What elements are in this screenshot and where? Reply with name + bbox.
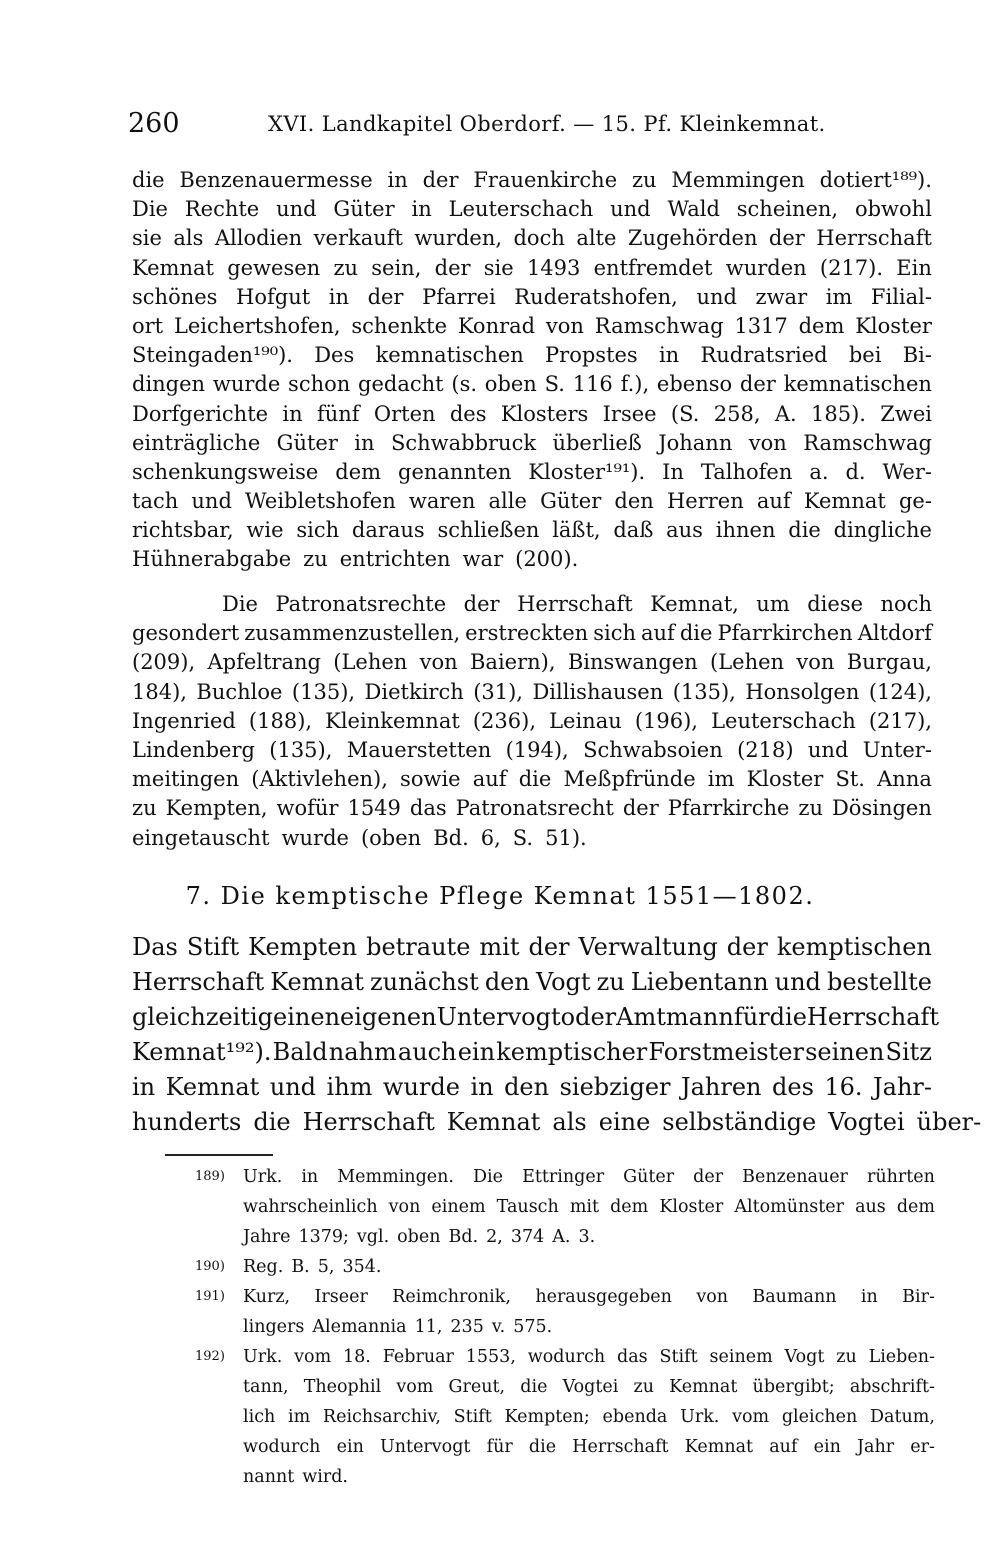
footnote-line (195, 1282, 935, 1312)
text-line: zu Kempten, wofür 1549 das Patronatsrecht der Pfarrkirche zu Dösingen (132, 796, 932, 821)
footnote-marker: 189) (195, 1169, 225, 1184)
text-line: schönes Hofgut in der Pfarrei Ruderatshofen, und zwar im Filial- (132, 284, 932, 309)
text-line: Kemnat¹⁹²). Bald nahm auch ein kemptischer Forstmeister seinen Sitz (132, 1038, 932, 1066)
text-line: eingetauscht wurde (oben Bd. 6, S. 51). (132, 825, 587, 850)
footnote-line (195, 1312, 935, 1342)
footnote-text: lich im Reichsarchiv, Stift Kempten; ebenda Urk. vom gleichen Datum, (243, 1407, 935, 1427)
text-line: Ingenried (188), Kleinkemnat (236), Leinau (196), Leuterschach (217), (132, 708, 932, 733)
text-line: meitingen (Aktivlehen), sowie auf die Meßpfründe im Kloster St. Anna (132, 767, 932, 792)
text-line: tach und Weibletshofen waren alle Güter den Herren auf Kemnat ge- (132, 489, 932, 514)
footnote-line (195, 1432, 935, 1462)
text-line: sie als Allodien verkauft wurden, doch alte Zugehörden der Herrschaft (132, 226, 932, 251)
text-line: Steingaden¹⁹⁰). Des kemnatischen Propstes in Rudratsried bei Bi- (132, 343, 932, 368)
page-number: 260 (128, 108, 180, 139)
text-line: Hühnerabgabe zu entrichten war (200). (132, 547, 579, 572)
footnote-marker: 192) (195, 1349, 225, 1364)
paragraph-3 (132, 930, 982, 1140)
section-heading: 7. Die kemptische Pflege Kemnat 1551—1802. (185, 882, 815, 910)
footnote-marker: 190) (195, 1259, 225, 1274)
text-line: Die Patronatsrechte der Herrschaft Kemnat, um diese noch (222, 592, 932, 616)
text-line: Lindenberg (135), Mauerstetten (194), Schwabsoien (218) und Unter- (132, 737, 932, 762)
text-line: Kemnat gewesen zu sein, der sie 1493 entfremdet wurden (217). Ein (132, 255, 932, 280)
footnote-text: lingers Alemannia 11, 235 v. 575. (243, 1317, 553, 1337)
footnote (195, 1282, 935, 1342)
footnote-marker: 191) (195, 1289, 225, 1304)
footnote-text: tann, Theophil vom Greut, die Vogtei zu Kemnat übergibt; abschrift- (243, 1377, 935, 1397)
paragraph-2 (132, 590, 932, 853)
text-line: Die Rechte und Güter in Leuterschach und Wald scheinen, obwohl (132, 197, 932, 222)
page-header (128, 108, 938, 148)
running-head: XVI. Landkapitel Oberdorf. — 15. Pf. Kleinkemnat. (268, 112, 826, 136)
text-line: Das Stift Kempten betraute mit der Verwaltung der kemptischen (132, 933, 932, 961)
footnote-line (195, 1372, 935, 1402)
footnote (195, 1162, 935, 1252)
footnote-text: wahrscheinlich von einem Tausch mit dem Kloster Altomünster aus dem (243, 1197, 935, 1217)
text-line: Herrschaft Kemnat zunächst den Vogt zu Liebentann und bestellte (132, 968, 932, 996)
footnote-line (195, 1192, 935, 1222)
footnote (195, 1252, 935, 1282)
text-line: einträgliche Güter in Schwabbruck überließ Johann von Ramschwag (132, 430, 932, 455)
footnote-text: Reg. B. 5, 354. (243, 1257, 382, 1277)
paragraph-1 (132, 166, 932, 575)
text-line: ort Leichertshofen, schenkte Konrad von Ramschwag 1317 dem Kloster (132, 313, 932, 338)
text-line: schenkungsweise dem genannten Kloster¹⁹¹). In Talhofen a. d. Wer- (132, 459, 932, 484)
footnote-text: Urk. in Memmingen. Die Ettringer Güter der Benzenauer rührten (243, 1167, 935, 1187)
footnote-text: wodurch ein Untervogt für die Herrschaft Kemnat auf ein Jahr er- (243, 1437, 935, 1457)
footnote-line (195, 1162, 935, 1192)
text-line: gesondert zusammenzustellen, erstreckten sich auf die Pfarrkirchen Altdorf (132, 621, 932, 646)
footnote-text: Kurz, Irseer Reimchronik, herausgegeben von Baumann in Bir- (243, 1287, 935, 1307)
footnote (195, 1342, 935, 1492)
footnote-line (195, 1342, 935, 1372)
footnote-line (195, 1222, 935, 1252)
footnotes (195, 1162, 935, 1492)
footnote-text: nannt wird. (243, 1467, 348, 1487)
footnote-line (195, 1462, 935, 1492)
text-line: richtsbar, wie sich daraus schließen läßt, daß aus ihnen die dingliche (132, 518, 932, 543)
footnote-divider (165, 1154, 273, 1156)
text-line: hunderts die Herrschaft Kemnat als eine selbständige Vogtei über- (132, 1108, 982, 1136)
text-line: in Kemnat und ihm wurde in den siebziger Jahren des 16. Jahr- (132, 1073, 932, 1101)
text-line: dingen wurde schon gedacht (s. oben S. 116 f.), ebenso der kemnatischen (132, 372, 932, 397)
text-line: die Benzenauermesse in der Frauenkirche zu Memmingen dotiert¹⁸⁹). (132, 168, 932, 192)
text-line: (209), Apfeltrang (Lehen von Baiern), Binswangen (Lehen von Burgau, (132, 650, 932, 675)
text-line: Dorfgerichte in fünf Orten des Klosters Irsee (S. 258, A. 185). Zwei (132, 401, 932, 426)
footnote-text: Urk. vom 18. Februar 1553, wodurch das Stift seinem Vogt zu Lieben- (243, 1347, 935, 1367)
text-line: 184), Buchloe (135), Dietkirch (31), Dillishausen (135), Honsolgen (124), (132, 679, 932, 704)
text-line: gleichzeitig einen eigenen Untervogt oder Amtmann für die Herrschaft (132, 1003, 940, 1031)
footnote-line (195, 1402, 935, 1432)
footnote-text: Jahre 1379; vgl. oben Bd. 2, 374 A. 3. (243, 1227, 596, 1247)
footnote-line (195, 1252, 935, 1282)
